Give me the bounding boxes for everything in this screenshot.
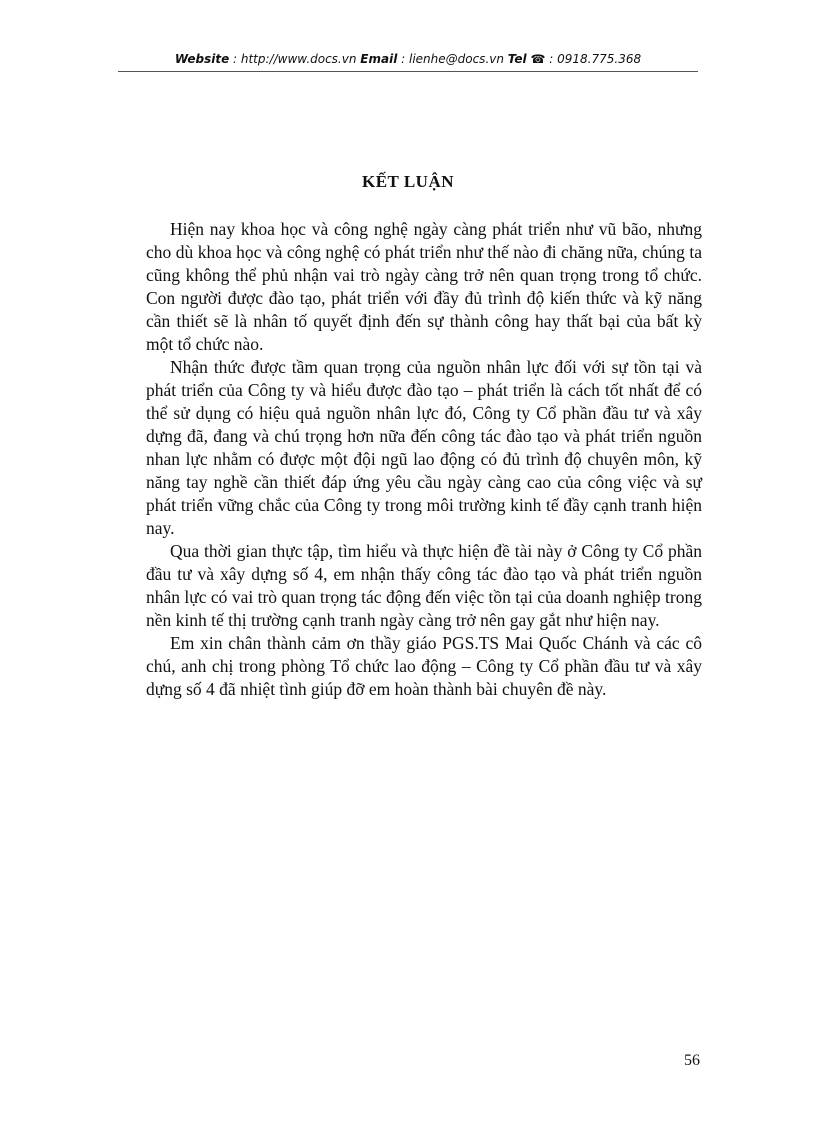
page-number: 56 [684,1052,700,1069]
tel-number: : 0918.775.368 [545,52,642,66]
email-label: Email [360,52,398,66]
paragraph: Qua thời gian thực tập, tìm hiểu và thực hiện đề tài này ở Công ty Cổ phần đầu tư và xây dựng số 4, em nhận thấy công tác đào tạo và phát triển nguồn nhân lực có vai trò quan trọng tác động đến việc tồn tại của doanh nghiệp trong nền kinh tế thị trường cạnh tranh ngày càng trở nên gay gắt như hiện nay. [146,541,702,630]
paragraph: Nhận thức được tầm quan trọng của nguồn nhân lực đối với sự tồn tại và phát triển của Công ty và hiểu được đào tạo – phát triển là cách tốt nhất để có thể sử dụng có hiệu quả nguồn nhân lực đó, Công ty Cổ phần đầu tư và xây dựng đã, đang và chú trọng hơn nữa đến công tác đào tạo và phát triển nguồn nhan lực nhằm có được một đội ngũ lao động có đủ trình độ chuyên môn, kỹ năng tay nghề cần thiết đáp ứng yêu cầu ngày càng cao của công việc và sự phát triển vững chắc của Công ty trong môi trường kinh tế đầy cạnh tranh hiện nay. [146,357,702,538]
email-address: : lienhe@docs.vn [397,52,508,66]
paragraph: Hiện nay khoa học và công nghệ ngày càng phát triển như vũ bão, nhưng cho dù khoa học và công nghệ có phát triển như thế nào đi chăng nữa, chúng ta cũng không thể phủ nhận vai trò ngày càng trở nên quan trọng trong tổ chức. Con người được đào tạo, phát triển với đầy đủ trình độ kiến thức và kỹ năng cần thiết sẽ là nhân tố quyết định đến sự thành công hay thất bại của bất kỳ một tổ chức nào. [146,219,702,354]
website-label: Website [174,52,230,66]
phone-icon: ☎ [530,52,546,66]
page-header [118,50,698,68]
paragraph: Em xin chân thành cảm ơn thầy giáo PGS.TS Mai Quốc Chánh và các cô chú, anh chị trong phòng Tổ chức lao động – Công ty Cổ phần đầu tư và xây dựng số 4 đã nhiệt tình giúp đỡ em hoàn thành bài chuyên đề này. [146,633,702,699]
tel-label: Tel [507,52,527,66]
body-text [146,218,702,701]
website-url: : http://www.docs.vn [229,52,361,66]
header-divider [118,71,698,72]
page-title: KẾT LUẬN [361,172,454,191]
